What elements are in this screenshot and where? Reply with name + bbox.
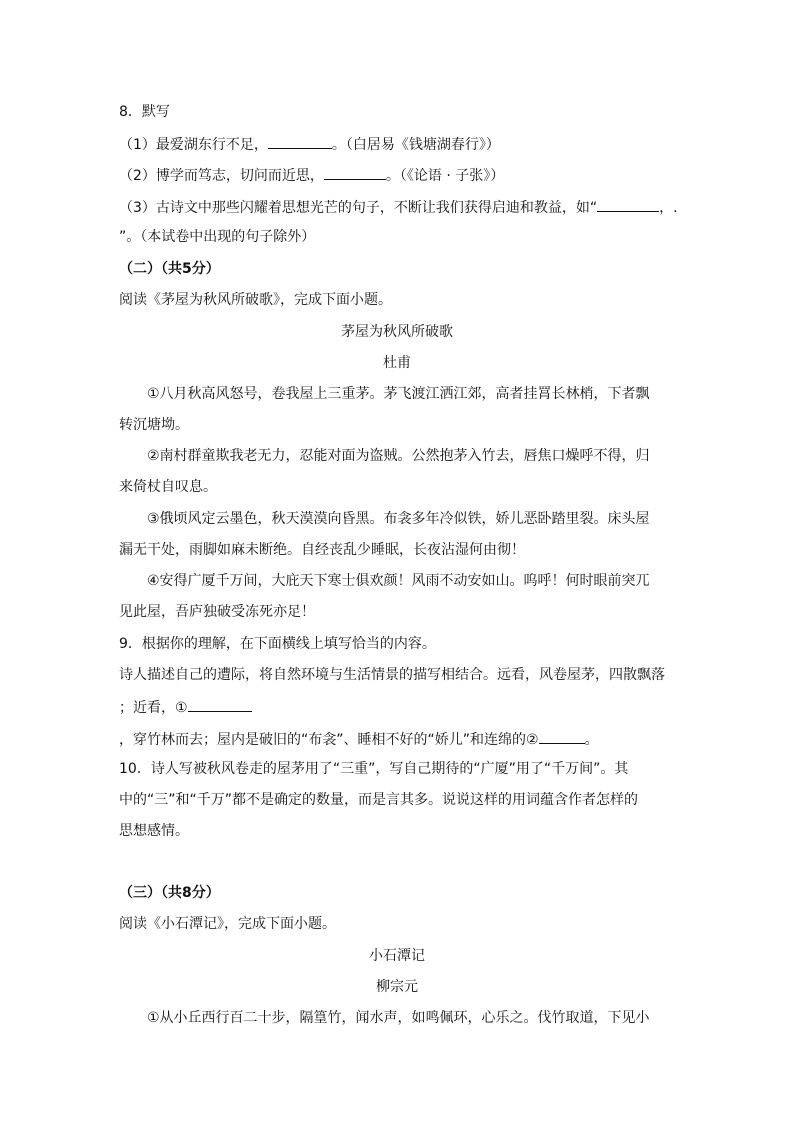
q8-item-3-text: （3）古诗文中那些闪耀着思想光芒的句子，不断让我们获得启迪和教益，如“ — [119, 200, 598, 216]
essay-title: 小石潭记 — [369, 948, 425, 964]
q10-line-2: 中的“三”和“千万”都不是确定的数量，而是言其多。说说这样的用词蕴含作者怎样的 — [119, 792, 639, 808]
section-2-heading: （二）（共5分） — [119, 261, 220, 277]
answer-blank[interactable] — [268, 133, 332, 149]
answer-blank[interactable] — [597, 196, 659, 212]
q9-line-2 — [119, 696, 679, 718]
q10-line-3: 思想感情。 — [119, 823, 189, 839]
section-3-heading: （三）（共8分） — [119, 885, 220, 901]
poem-paragraph-2-cont: 来倚杖自叹息。 — [119, 479, 217, 495]
poem-author: 杜甫 — [383, 355, 411, 371]
answer-blank[interactable] — [188, 696, 252, 712]
q8-item-2 — [119, 164, 679, 186]
q9-line-3 — [119, 728, 679, 750]
section-3-intro: 阅读《小石潭记》，完成下面小题。 — [119, 916, 336, 932]
essay-author: 柳宗元 — [376, 979, 418, 995]
q9-line-3-text: ，穿竹林而去；屋内是破旧的“布衾”、睡相不好的“娇儿”和连绵的② — [119, 732, 539, 748]
q8-item-3-sep: ，. — [659, 200, 678, 216]
q10-line-1: 10．诗人写被秋风卷走的屋茅用了“三重”，写自己期待的“广厦”用了“千万间”。其 — [119, 761, 629, 777]
poem-paragraph-3-cont: 漏无干处，雨脚如麻未断绝。自经丧乱少睡眠，长夜沾湿何由彻！ — [119, 542, 525, 558]
q8-item-1 — [119, 133, 679, 155]
poem-paragraph-3: ③俄顷风定云墨色，秋天漠漠向昏黑。布衾多年冷似铁，娇儿恶卧踏里裂。床头屋 — [147, 511, 650, 527]
poem-paragraph-4: ④安得广厦千万间，大庇天下寒士俱欢颜！风雨不动安如山。呜呼！何时眼前突兀 — [147, 573, 650, 589]
answer-blank[interactable] — [324, 164, 386, 180]
poem-paragraph-2: ②南村群童欺我老无力，忍能对面为盗贼。公然抱茅入竹去，唇焦口燥呼不得，归 — [147, 448, 650, 464]
q9-title: 9．根据你的理解，在下面横线上填写恰当的内容。 — [119, 636, 436, 652]
q9-line-2-text: ；近看，① — [119, 700, 188, 716]
essay-paragraph-1: ①从小丘西行百二十步，隔篁竹，闻水声，如鸣佩环，心乐之。伐竹取道，下见小 — [147, 1010, 650, 1026]
q9-line-3-end: 。 — [584, 732, 599, 748]
q8-item-1-text: （1）最爱湖东行不足， — [119, 137, 268, 153]
poem-paragraph-4-cont: 见此屋，吾庐独破受冻死亦足！ — [119, 604, 315, 620]
q9-line-1: 诗人描述自己的遭际，将自然环境与生活情景的描写相结合。远看，风卷屋茅，四散飘落 — [119, 667, 665, 683]
q8-item-3 — [119, 196, 679, 218]
answer-blank[interactable] — [539, 728, 585, 744]
poem-paragraph-1-cont: 转沉塘坳。 — [119, 417, 189, 433]
q8-item-3-end: ”。（本试卷中出现的句子除外） — [119, 229, 316, 245]
q8-title: 8．默写 — [119, 104, 170, 120]
q8-item-2-text: （2）博学而笃志，切问而近思， — [119, 168, 324, 184]
q8-item-2-source: 。（《论语 · 子张》） — [385, 168, 505, 184]
poem-title: 茅屋为秋风所破歌 — [341, 324, 453, 340]
section-2-intro: 阅读《茅屋为秋风所破歌》，完成下面小题。 — [119, 292, 392, 308]
poem-paragraph-1: ①八月秋高风怒号，卷我屋上三重茅。茅飞渡江洒江郊，高者挂罥长林梢，下者飘 — [147, 386, 650, 402]
q8-item-1-source: 。（白居易《钱塘湖春行》） — [331, 137, 500, 153]
